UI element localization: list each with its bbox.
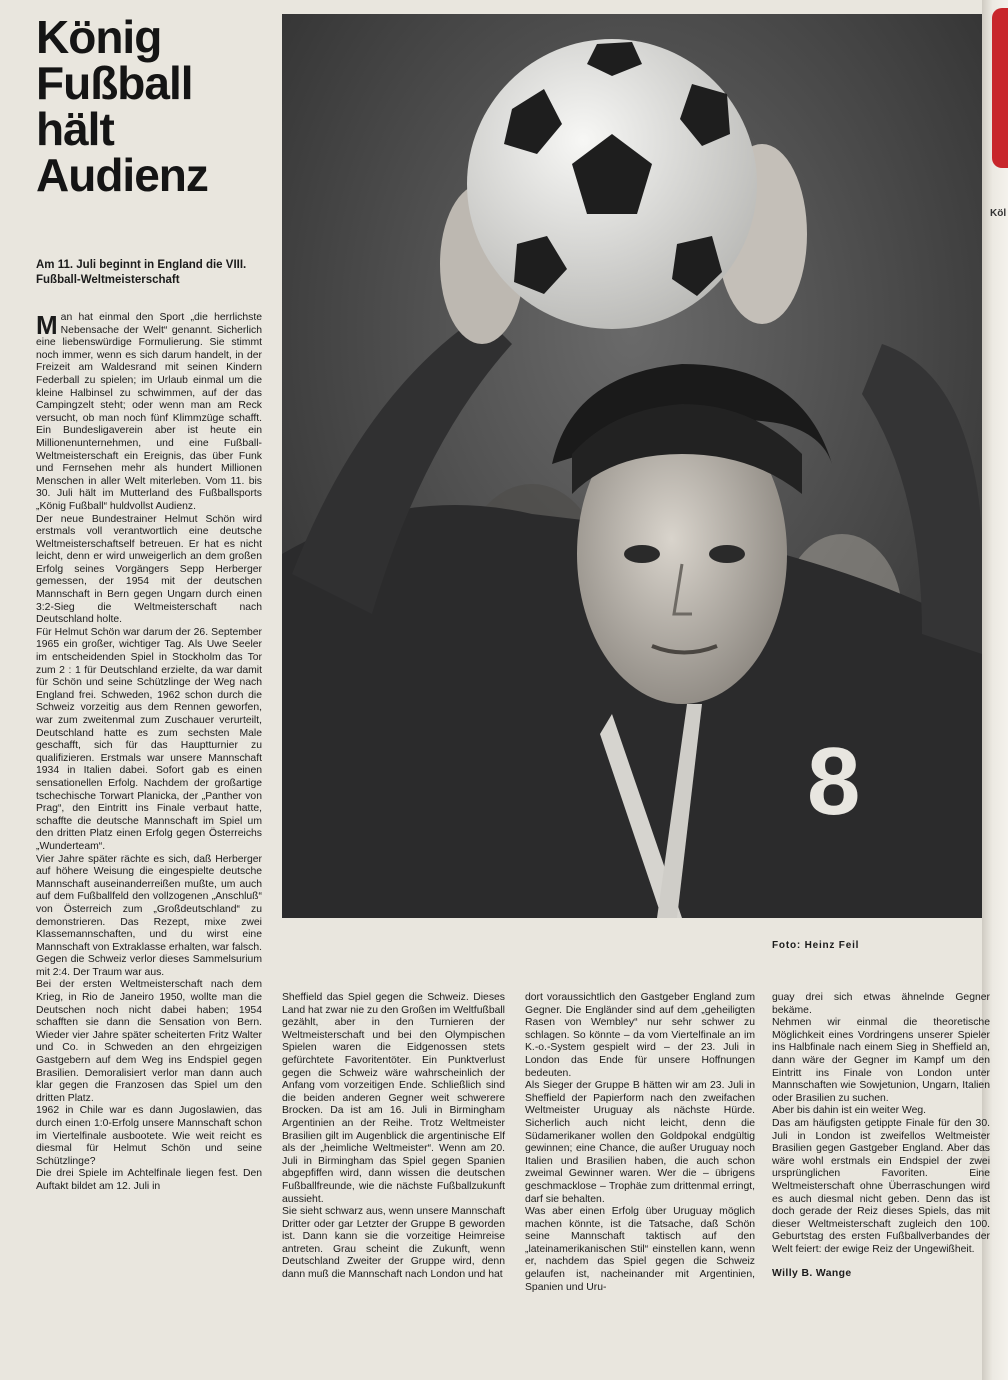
next-page-red-mark [992,8,1008,168]
article-paragraph: Bei der ersten Weltmeisterschaft nach dem Krieg, in Rio de Janeiro 1950, wollte man die Deutschen noch nicht dabei haben; 1954 schafften sie dann die Sensation von Bern. Wieder vier Jahre später scheiterten Fritz Walter und Co. in Schweden an den ehrgeizigen Gastgebern auf dem Weg ins Endspiel gegen Brasilien. Demoralisiert verlor man dann auch klar gegen die Franzosen das Spiel um den dritten Platz. [36,979,262,1104]
article-paragraph: Aber bis dahin ist ein weiter Weg. [772,1105,927,1117]
article-photo [282,14,982,918]
article-paragraph: dort voraussichtlich den Gastgeber England zum Gegner. Die Engländer sind auf dem „geheiligten Rasen von Wembley“ nur sehr schwer zu schlagen. So könnte – da vom Viertelfinale an im K.-o.-System gespielt wird – der 23. Juli in London das Ende für unsere Hoffnungen bedeuten. [525,992,755,1079]
headline-line: hält [36,103,114,155]
article-subhead: Am 11. Juli beginnt in England die VIII. Fußball-Weltmeisterschaft [36,259,247,286]
author-signature: Willy B. Wange [772,1268,852,1280]
player-photo-illustration [282,14,982,918]
paragraph-text: an hat einmal den Sport „die herrlichste Nebensache der Welt“ genannt. Sicherlich eine liebenswürdige Formulierung. Sie stimmt noch immer, wenn es sich darum handelt, in der Freizeit am Waldesrand mit seinen Kindern Federball zu spielen; im Urlaub einmal um die kleine Halbinsel zu schwimmen, auf der das Campingzelt steht; oder wenn man am Reck versucht, ob man noch fünf Klimmzüge schafft. Ein Bundesligaverein aber ist heute ein Millionenunternehmen, und eine Fußball-Weltmeisterschaft ein Ereignis, das über Funk und Fernsehen mehr als hundert Millionen Menschen in aller Welt miterleben. Vom 11. bis 30. Juli hält im Mutterland des Fußballsports „König Fußball“ huldvollst Audienz. [36,312,262,512]
article-paragraph: Sie sieht schwarz aus, wenn unsere Mannschaft Dritter oder gar Letzter der Gruppe B geworden ist. Dann kann sie die vorzeitige Heimreise antreten. Grau scheint die Zukunft, wenn Deutschland Zweiter der Gruppe wird, denn dann muß die Mannschaft nach London und hat [282,1206,505,1281]
photo-credit: Foto: Heinz Feil [772,940,860,951]
article-headline [36,11,276,201]
article-paragraph: Das am häufigsten getippte Finale für den 30. Juli in London ist zweifellos Weltmeister Brasilien gegen Gastgeber England. Aber das wäre wohl erstmals ein Endspiel der zwei ursprünglichen Favoriten. Eine Weltmeisterschaft ohne Überraschungen wird es auch diesmal nicht geben. Denn das ist doch gerade der Reiz dieses Spiels, das mit dieser Weltmeisterschaft zugleich den 100. Geburtstag des ersten Fußballverbandes der Welt feiert: der ewige Reiz der Ungewißheit. [772,1117,990,1255]
headline-line: König [36,11,162,63]
article-paragraph: Als Sieger der Gruppe B hätten wir am 23. Juli in Sheffield der Papierform nach den zweifachen Weltmeister Uruguay als nächste Hürde. Sicherlich auch nicht leicht, denn die Südamerikaner wollen den Goldpokal endgültig gewinnen; eine Chance, die außer Uruguay noch Italien und Brasilien haben, die auch schon zweimal Gewinner waren. Wer die – übrigens geschmacklose – Trophäe zum drittenmal erringt, darf sie behalten. [525,1080,755,1205]
drop-cap: M [36,310,58,340]
article-paragraph: 1962 in Chile war es dann Jugoslawien, das durch einen 1:0-Erfolg unsere Mannschaft schon im Viertelfinale ausbootete. Wie weit reicht es diesmal für Helmut Schön und seine Schützlinge? [36,1105,262,1167]
article-column-1 [36,312,262,1194]
article-paragraph: guay drei sich etwas ähnelnde Gegner bekäme. [772,992,990,1016]
article-paragraph: Vier Jahre später rächte es sich, daß Herberger auf höhere Weisung die eingespielte deutsche Mannschaft auseinanderreißen mußte, um auch auf dem Fußballfeld den vollzogenen „Anschluß“ von Österreich zum „Großdeutschland“ zu demonstrieren. Das Rezept, mixe zwei Klassemannschaften, und du wirst eine Mannschaft von Extraklasse erhalten, war falsch. Gegen die Schweiz verlor dieses Sammelsurium mit 2:4. Der Traum war aus. [36,853,262,978]
headline-line: Fußball [36,57,193,109]
article-paragraph: Der neue Bundestrainer Helmut Schön wird erstmals voll verantwortlich eine deutsche Weltmeisterschaftself betreuen. Er hat es nicht leicht, denn er wird unweigerlich an dem großen Erfolg seines Vorgängers Sepp Herberger gemessen, der 1954 mit der deutschen Mannschaft in Bern gegen Ungarn durch einen 3:2-Sieg die Weltmeisterschaft nach Deutschland holte. [36,513,262,626]
article-paragraph: Sheffield das Spiel gegen die Schweiz. Dieses Land hat zwar nie zu den Großen im Weltfußball gezählt, aber in den Turnieren der Weltmeisterschaft und bei den Olympischen Spielen waren die Eidgenossen stets gefürchtete Favoritentöter. Ein Punktverlust gegen die Schweiz wäre wahrscheinlich der Anfang vom vorzeitigen Ende. Schließlich sind die beiden anderen Gegner weit schwerere Brocken. Da ist am 16. Juli in Birmingham Argentinien an der Reihe. Trotz Weltmeister Brasilien gilt im Augenblick die argentinische Elf als der „heimliche Weltmeister“. Wenn am 20. Juli in Birmingham das Spiel gegen Spanien abgepfiffen wird, dann wissen die deutschen Fußballfreunde, wie die nächste Fußballzukunft aussieht. [282,992,505,1205]
article-paragraph: Was aber einen Erfolg über Uruguay möglich machen könnte, ist die Tatsache, daß Schön seine Mannschaft taktisch auf den „lateinamerikanischen Stil“ einstellen kann, wenn er, nachdem das Spiel gegen die Schweiz gelaufen ist, nacheinander mit Argentinien, Spanien und Uru- [525,1206,755,1293]
article-column-2 [282,992,505,1282]
article-paragraph: Nehmen wir einmal die theoretische Möglichkeit eines Vordringens unserer Spieler ins Halbfinale nach einem Sieg in Sheffield an, dann wäre der Gegner im Kampf um den Eintritt ins Finale von London unter Mannschaften wie Sowjetunion, Ungarn, Italien oder Brasilien zu suchen. [772,1017,990,1104]
jersey-number: 8 [807,728,861,835]
article-paragraph: Für Helmut Schön war darum der 26. September 1965 ein großer, wichtiger Tag. Als Uwe Seeler im entscheidenden Spiel in Stockholm das Tor zum 2 : 1 für Deutschland erzielte, da war damit für Schön und seine Schützlinge der Weg nach England frei. Schweden, 1962 schon durch die Schweiz vorzeitig aus dem Rennen geworfen, war zum zweitenmal zum Zuschauer verurteilt, Deutschland hatte es zum sechsten Male geschafft, sich für das Hauptturnier zu qualifizieren. Erstmals war unsere Mannschaft 1934 in Italien dabei. Sofort gab es einen sensationellen Erfolg. Nachdem der großartige tschechische Torwart Planicka, der „Panther von Prag“, den Eintritt ins Finale verbaut hatte, schaffte die deutsche Mannschaft im Spiel um den dritten Platz einen Erfolg gegen Österreichs „Wunderteam“. [36,626,262,852]
article-paragraph: Die drei Spiele im Achtelfinale liegen fest. Den Auftakt bildet am 12. Juli in [36,1168,262,1192]
next-page-edge-text: Köl [990,208,1007,219]
article-column-3 [525,992,755,1294]
article-column-4 [772,992,990,1281]
headline-line: Audienz [36,149,208,201]
article-paragraph [36,312,262,514]
